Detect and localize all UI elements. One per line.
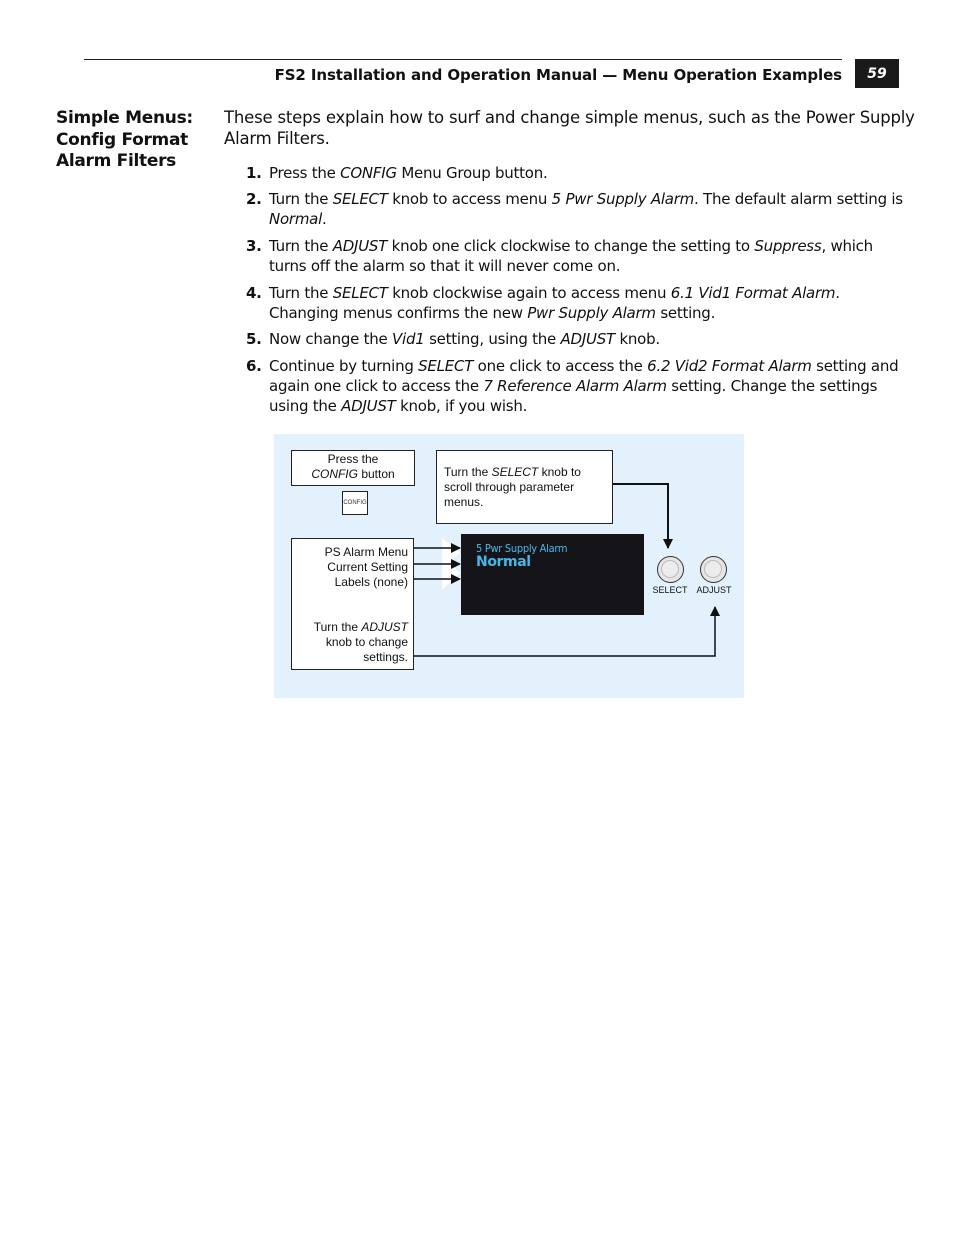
spacer bbox=[292, 590, 408, 620]
section-heading-line: Config Format bbox=[56, 129, 188, 150]
header-rule bbox=[84, 59, 842, 60]
step-text: Continue by turning bbox=[269, 357, 419, 375]
step-text: again one click to access the bbox=[269, 377, 484, 395]
step-number: 4. bbox=[246, 284, 262, 302]
step-text: Now change the bbox=[269, 330, 393, 348]
step-item bbox=[246, 356, 899, 416]
intro-line: Alarm Filters. bbox=[224, 129, 330, 148]
step-text: Changing menus confirms the new bbox=[269, 304, 528, 322]
step-item bbox=[246, 329, 876, 349]
config-italic: CONFIG bbox=[311, 467, 358, 481]
step-emphasis: Suppress bbox=[754, 237, 822, 255]
step-text: setting. bbox=[655, 304, 716, 322]
intro-paragraph bbox=[224, 107, 915, 149]
step-emphasis: 6.2 Vid2 Format Alarm bbox=[647, 357, 812, 375]
step-emphasis: ADJUST bbox=[560, 330, 615, 348]
section-heading-line: Alarm Filters bbox=[56, 151, 176, 171]
step-text-line bbox=[269, 376, 876, 396]
step-text-line bbox=[269, 303, 876, 323]
step-item bbox=[246, 283, 876, 323]
ps-callout-line: settings. bbox=[363, 650, 408, 664]
step-text-line bbox=[269, 396, 876, 416]
step-text-line bbox=[269, 356, 899, 376]
step-text-line bbox=[269, 329, 876, 349]
select-callout-line: menus. bbox=[444, 495, 484, 509]
step-text: knob to access menu bbox=[387, 190, 552, 208]
step-emphasis: ADJUST bbox=[341, 397, 396, 415]
select-callout-post: knob to bbox=[538, 465, 581, 479]
step-emphasis: Pwr Supply Alarm bbox=[527, 304, 656, 322]
step-text-line bbox=[269, 163, 876, 183]
step-text: Menu Group button. bbox=[396, 164, 548, 182]
section-heading-line: Simple Menus: bbox=[56, 108, 193, 128]
step-text: . The default alarm setting is bbox=[694, 190, 903, 208]
config-callout-line: Press the bbox=[327, 452, 379, 466]
adjust-italic: ADJUST bbox=[361, 620, 408, 634]
ps-callout-line: knob to change bbox=[325, 635, 408, 649]
ps-callout-line: Current Setting bbox=[327, 560, 408, 574]
step-text: setting. Change the settings bbox=[666, 377, 878, 395]
ps-callout-line bbox=[292, 620, 408, 635]
step-text: knob one click clockwise to change the setting to bbox=[387, 237, 755, 255]
step-emphasis: SELECT bbox=[418, 357, 474, 375]
step-emphasis: 7 Reference Alarm Alarm bbox=[483, 377, 667, 395]
step-text: . bbox=[322, 210, 327, 228]
step-emphasis: Normal bbox=[269, 210, 323, 228]
step-text-line bbox=[269, 189, 903, 209]
step-text-line bbox=[269, 256, 876, 276]
step-emphasis: 6.1 Vid1 Format Alarm bbox=[670, 284, 836, 302]
step-text: , which bbox=[821, 237, 873, 255]
step-number: 3. bbox=[246, 237, 262, 255]
step-text: Turn the bbox=[269, 284, 333, 302]
step-text: knob, if you wish. bbox=[395, 397, 528, 415]
intro-line: These steps explain how to surf and change simple menus, such as the Power Supply bbox=[224, 108, 915, 127]
select-callout-line: scroll through parameter bbox=[444, 480, 575, 494]
select-knob-label: SELECT bbox=[652, 585, 688, 595]
step-emphasis: 5 Pwr Supply Alarm bbox=[551, 190, 694, 208]
lcd-display bbox=[461, 534, 644, 615]
select-italic: SELECT bbox=[491, 465, 539, 479]
ps-callout-pre: Turn the bbox=[313, 620, 362, 634]
step-number: 2. bbox=[246, 190, 262, 208]
select-callout bbox=[436, 450, 613, 524]
ps-callout-line: Labels (none) bbox=[334, 575, 408, 589]
step-item bbox=[246, 163, 876, 183]
config-callout-line bbox=[292, 467, 414, 482]
step-emphasis: CONFIG bbox=[340, 164, 397, 182]
step-text: turns off the alarm so that it will never come on. bbox=[269, 257, 621, 275]
lcd-current-setting: Normal bbox=[476, 554, 531, 570]
step-text: knob clockwise again to access menu bbox=[387, 284, 671, 302]
step-number: 6. bbox=[246, 357, 262, 375]
header-title: FS2 Installation and Operation Manual — Menu Operation Examples bbox=[274, 66, 842, 84]
step-text: Turn the bbox=[269, 190, 333, 208]
step-text: knob. bbox=[614, 330, 660, 348]
step-text: setting, using the bbox=[424, 330, 561, 348]
step-text: Press the bbox=[269, 164, 341, 182]
step-emphasis: Vid1 bbox=[392, 330, 425, 348]
section-heading bbox=[56, 108, 216, 173]
step-text-line bbox=[269, 236, 876, 256]
step-text: setting and bbox=[811, 357, 899, 375]
ps-alarm-callout bbox=[291, 538, 414, 670]
lcd-menu-name: 5 Pwr Supply Alarm bbox=[476, 542, 568, 555]
page-number: 59 bbox=[855, 59, 899, 88]
config-button[interactable]: CONFIG bbox=[342, 491, 368, 515]
step-item bbox=[246, 189, 903, 229]
ps-callout-line: PS Alarm Menu bbox=[324, 545, 408, 559]
step-emphasis: SELECT bbox=[332, 190, 388, 208]
step-item bbox=[246, 236, 876, 276]
adjust-knob-label: ADJUST bbox=[696, 585, 732, 595]
menu-diagram bbox=[274, 434, 744, 698]
step-text: . bbox=[835, 284, 840, 302]
step-text: Turn the bbox=[269, 237, 333, 255]
step-text: using the bbox=[269, 397, 342, 415]
step-emphasis: SELECT bbox=[332, 284, 388, 302]
select-knob[interactable] bbox=[657, 556, 684, 583]
step-text: one click to access the bbox=[473, 357, 648, 375]
select-callout-line bbox=[444, 465, 612, 480]
config-callout-rest: button bbox=[357, 467, 395, 481]
step-text-line bbox=[269, 283, 876, 303]
select-callout-pre: Turn the bbox=[444, 465, 492, 479]
config-callout bbox=[291, 450, 415, 486]
step-number: 1. bbox=[246, 164, 262, 182]
adjust-knob[interactable] bbox=[700, 556, 727, 583]
step-emphasis: ADJUST bbox=[332, 237, 388, 255]
step-number: 5. bbox=[246, 330, 262, 348]
step-text-line bbox=[269, 209, 876, 229]
